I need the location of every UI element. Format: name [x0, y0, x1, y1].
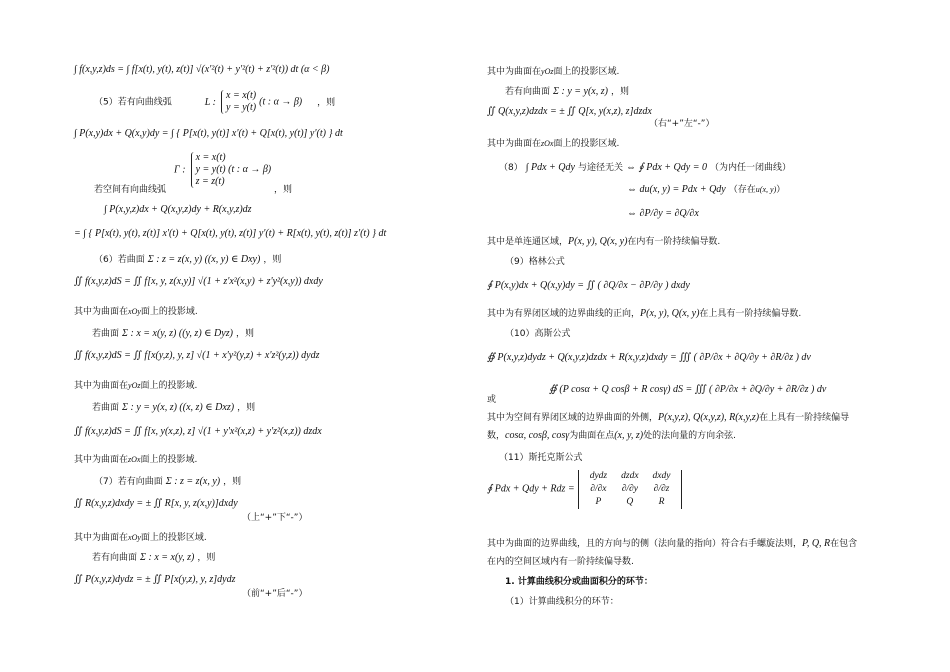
surface-yz-oriented-line: [92, 552, 215, 564]
then-text: ，则: [237, 403, 256, 413]
item-8-line: [499, 162, 791, 174]
green-formula-note: [487, 308, 801, 320]
partial-derivative-condition: ⇔ ∂P/∂y = ∂Q/∂x: [627, 208, 699, 219]
note-text: 面上的投影区域.: [553, 139, 620, 149]
surface-eq: Σ : x = x(y, z) ((y, z) ∈ Dyz): [122, 328, 233, 339]
note-text: 在包含: [830, 539, 858, 549]
determinant-cell: ∂/∂y: [621, 484, 638, 494]
item-5-label: （5）若有向曲线弧: [94, 97, 172, 108]
item-6-line: [94, 254, 281, 266]
intro-text: 若有向曲面: [505, 87, 551, 97]
surface-integral-yz-formula: ∬ f(x,y,z)dS = ∬ f[x(y,z), y, z] √(1 + x'y²(y,z) + x'z²(y,z)) dydz: [74, 350, 320, 361]
surface-xz-oriented-line: [505, 86, 629, 98]
simply-connected-note: [487, 236, 720, 248]
stokes-formula-note: [487, 538, 857, 550]
note-text: 其中为曲面的边界曲线，且的方向与的侧（法向量的指向）符合右手螺旋法则，: [487, 539, 803, 549]
surface-yz-line: [92, 328, 254, 340]
note-text: 其中为曲面在: [487, 139, 542, 149]
then-text: ，则: [263, 255, 282, 265]
curve-gamma-name: Γ :: [174, 164, 186, 176]
function-list: P, Q, R: [802, 538, 831, 549]
item-8-label: （8）: [499, 163, 523, 173]
sign-note: （上“+”下“-”）: [242, 513, 308, 523]
oriented-surface-integral-dzdx: ∬ Q(x,y,z)dzdx = ± ∬ Q[x, y(x,z), z]dzdx: [487, 106, 652, 117]
plane-name: yOz: [541, 67, 554, 76]
plane-name: yOz: [128, 381, 141, 390]
stokes-formula-heading: （11）斯托克斯公式: [499, 453, 583, 463]
sign-note: （前“+”后“-”）: [242, 589, 308, 599]
item-7-label: （7）若有向曲面: [94, 477, 163, 487]
green-formula: ∮ P(x,y)dx + Q(x,y)dy = ∬ ( ∂Q/∂x − ∂P/∂y ) dxdy: [487, 280, 690, 291]
planar-line-integral-formula: ∫ P(x,y)dx + Q(x,y)dy = ∫ { P[x(t), y(t)] x'(t) + Q[x(t), y(t)] y'(t) } dt: [74, 128, 343, 139]
intro-text: 若曲面: [92, 403, 120, 413]
plane-name: zOx: [541, 139, 554, 148]
gauss-formula-note: [487, 412, 849, 424]
section-heading: 1. 计算曲线积分或曲面积分的环节：: [505, 577, 653, 587]
projection-note: [74, 532, 207, 544]
path-independence-text: 与途径无关: [578, 163, 624, 173]
system-row: y = y(t): [226, 102, 257, 113]
arc-length-integral-formula: ∫ f(x,y,z)ds = ∫ f[x(t), y(t), z(t)] √(x'²(t) + y'²(t) + z'²(t)) dt (α < β): [74, 64, 330, 75]
note-text: （存在: [728, 185, 756, 195]
determinant-cell: dydz: [589, 471, 608, 481]
note-text: 其中为曲面在: [74, 455, 129, 465]
note-text: 面上的投影区域.: [140, 533, 207, 543]
then-text: ，则: [317, 97, 336, 108]
note-text: 其中为空间有界闭区域的边界曲面的外侧，: [487, 413, 659, 423]
note-text: 为曲面在点: [569, 431, 615, 441]
note-text: 其中为曲面在: [74, 533, 129, 543]
note-text: 面上的投影域.: [140, 307, 198, 317]
projection-note: [487, 66, 619, 78]
space-curve-intro: 若空间有向曲线弧: [94, 185, 167, 195]
stokes-determinant: [578, 470, 683, 509]
note-text: 其中为曲面在: [74, 307, 129, 317]
closed-curve-note: （为内任一闭曲线）: [710, 163, 792, 173]
determinant-cell: R: [658, 497, 665, 507]
function-list: P(x, y), Q(x, y): [568, 236, 628, 247]
potential-function: u(x, y): [755, 185, 777, 194]
surface-eq: Σ : y = y(x, z) ((x, z) ∈ Dxz): [122, 402, 235, 413]
determinant-cell: ∂/∂z: [653, 484, 670, 494]
direction-cosine-note: [487, 430, 736, 442]
surface-eq: Σ : x = x(y, z): [140, 552, 195, 563]
curve-L-system: [221, 90, 256, 114]
determinant-cell: P: [595, 497, 602, 507]
determinant-cell: Q: [626, 497, 634, 507]
surface-integral-xz-formula: ∬ f(x,y,z)dS = ∬ f[x, y(x,z), z] √(1 + y'x²(x,z) + y'z²(x,z)) dzdx: [74, 426, 322, 437]
point-coords: (x, y, z): [614, 430, 644, 441]
determinant-row: [583, 470, 678, 483]
note-text: 面上的投影域.: [140, 381, 198, 391]
exact-differential-line: [627, 184, 785, 196]
subsection-heading: （1）计算曲线积分的环节：: [505, 597, 619, 607]
or-text: 或: [487, 395, 497, 405]
note-text: 其中为曲面在: [487, 67, 542, 77]
function-list: P(x,y,z), Q(x,y,z), R(x,y,z): [658, 412, 760, 423]
note-text: ）: [776, 185, 786, 195]
exact-differential-eq: ⇔ du(x, y) = Pdx + Qdy: [627, 184, 726, 195]
note-text: 在内有一阶持续偏导数.: [627, 237, 721, 247]
note-text: 其中是单连通区域，: [487, 237, 569, 247]
then-text: ，则: [197, 553, 216, 563]
then-text: ，则: [610, 87, 629, 97]
surface-integral-xy-formula: ∬ f(x,y,z)dS = ∬ f[x, y, z(x,y)] √(1 + z'x²(x,y) + z'y²(x,y)) dxdy: [74, 276, 323, 287]
stokes-lhs: ∮ Pdx + Qdy + Rdz =: [487, 483, 575, 495]
plane-name: xOy: [128, 533, 141, 542]
curve-gamma-system: [191, 152, 272, 188]
projection-note: [74, 454, 197, 466]
note-text: 其中为有界闭区域的边界曲线的正向，: [487, 309, 641, 319]
sign-note: （右“+”左“-”）: [649, 119, 715, 129]
surface-eq: Σ : z = z(x, y) ((x, y) ∈ Dxy): [147, 254, 261, 265]
projection-note: [74, 306, 198, 318]
projection-note: [487, 138, 619, 150]
space-line-integral-lhs: ∫ P(x,y,z)dx + Q(x,y,z)dy + R(x,y,z)dz: [104, 204, 252, 215]
curve-L-param: (t : α → β): [259, 96, 303, 108]
note-text: 数，: [487, 431, 506, 441]
surface-eq: Σ : y = y(x, z): [553, 86, 608, 97]
cosine-list: cosα, cosβ, cosγ: [505, 430, 570, 441]
note-text: 在上具有一阶持续偏导: [759, 413, 850, 423]
system-row: x = x(t): [226, 90, 257, 101]
function-list: P(x, y), Q(x, y): [640, 308, 700, 319]
note-text: 面上的投影域.: [140, 455, 198, 465]
system-row: x = x(t): [195, 152, 226, 163]
gauss-formula-heading: （10）高斯公式: [505, 329, 571, 339]
note-text: 面上的投影区域.: [553, 67, 620, 77]
item-7-line: [94, 476, 241, 488]
intro-text: 若有向曲面: [92, 553, 138, 563]
item-5-line: [94, 90, 335, 114]
space-line-integral-rhs: = ∫ { P[x(t), y(t), z(t)] x'(t) + Q[x(t), y(t), z(t)] y'(t) + R[x(t), y(t), z(t)] z'(t) } dt: [74, 228, 387, 239]
surface-xz-line: [92, 402, 255, 414]
oriented-surface-integral-dydz: ∬ P(x,y,z)dydz = ± ∬ P[x(y,z), y, z]dydz: [74, 574, 236, 585]
then-text: ，则: [235, 329, 254, 339]
note-text: 处的法向量的方向余弦.: [643, 431, 736, 441]
curve-L-name: L :: [204, 96, 216, 108]
oriented-surface-integral-dxdy: ∬ R(x,y,z)dxdy = ± ∬ R[x, y, z(x,y)]dxdy: [74, 498, 238, 509]
projection-note: [74, 380, 197, 392]
stokes-formula: [487, 470, 682, 509]
surface-eq: Σ : z = z(x, y): [165, 476, 221, 487]
determinant-cell: dxdy: [652, 471, 671, 481]
note-text: 在上具有一阶持续偏导数.: [699, 309, 802, 319]
item-6-label: （6）若曲面: [94, 255, 145, 265]
note-text: 其中为曲面在: [74, 381, 129, 391]
determinant-row: [583, 496, 678, 509]
gauss-formula: ∯ P(x,y,z)dydz + Q(x,y,z)dzdx + R(x,y,z)dxdy = ∭ ( ∂P/∂x + ∂Q/∂y + ∂R/∂z ) dv: [487, 352, 811, 363]
system-row: z = z(t): [195, 176, 225, 187]
determinant-cell: ∂/∂x: [590, 484, 607, 494]
line-integral-expr: ∫ Pdx + Qdy: [525, 162, 575, 173]
plane-name: xOy: [128, 307, 141, 316]
closed-integral-zero: ⇔ ∮ Pdx + Qdy = 0: [626, 162, 707, 173]
system-row: y = y(t) (t : α → β): [195, 164, 272, 175]
gauss-formula-cosine-form: ∯ (P cosα + Q cosβ + R cosγ) dS = ∭ ( ∂P/∂x + ∂Q/∂y + ∂R/∂z ) dv: [549, 384, 827, 395]
curve-gamma-block: [174, 152, 271, 188]
then-text: ，则: [223, 477, 242, 487]
determinant-row: [583, 483, 678, 496]
plane-name: zOx: [128, 455, 141, 464]
then-text: ，则: [274, 185, 293, 195]
determinant-cell: dzdx: [621, 471, 639, 481]
green-formula-heading: （9）格林公式: [505, 257, 565, 267]
stokes-formula-note-cont: 在内的空间区域内有一阶持续偏导数.: [487, 557, 634, 567]
intro-text: 若曲面: [92, 329, 120, 339]
